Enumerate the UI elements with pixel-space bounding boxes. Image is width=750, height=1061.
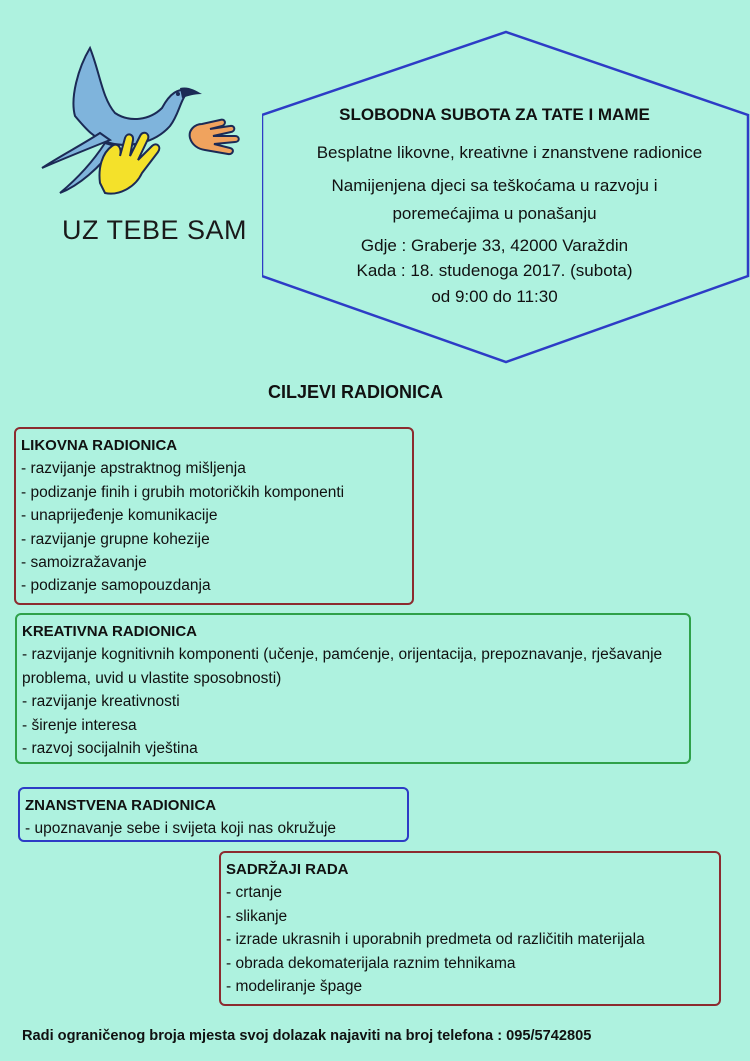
kreativna-item: - širenje interesa <box>22 716 137 734</box>
event-date: Kada : 18. studenoga 2017. (subota) <box>356 261 633 280</box>
likovna-item: - unaprijeđenje komunikacije <box>21 507 218 525</box>
kreativna-title: KREATIVNA RADIONICA <box>22 623 197 640</box>
znanstvena-item: - upoznavanje sebe i svijeta koji nas okružuje <box>25 820 337 838</box>
sadrzaji-item: - izrade ukrasnih i uporabnih predmeta od različitih materijala <box>226 931 645 949</box>
likovna-item: - podizanje samopouzdanja <box>21 577 211 595</box>
event-audience-line2: poremećajima u ponašanju <box>392 204 597 223</box>
logo-text: UZ TEBE SAM <box>62 215 248 245</box>
event-audience-line1: Namijenjena djeci sa teškoćama u razvoju i <box>331 176 658 195</box>
event-title: SLOBODNA SUBOTA ZA TATE I MAME <box>339 105 650 124</box>
sadrzaji-item: - crtanje <box>226 884 282 902</box>
kreativna-item: - razvoj socijalnih vještina <box>22 740 198 758</box>
event-subtitle: Besplatne likovne, kreativne i znanstvene radionice <box>316 143 703 162</box>
znanstvena-title: ZNANSTVENA RADIONICA <box>25 797 217 814</box>
goals-heading: CILJEVI RADIONICA <box>268 382 444 402</box>
sadrzaji-title: SADRŽAJI RADA <box>226 861 349 878</box>
likovna-item: - samoizražavanje <box>21 554 147 572</box>
likovna-item: - razvijanje grupne kohezije <box>21 530 210 548</box>
event-hexagon-frame <box>262 30 750 364</box>
kreativna-item: - razvijanje kreativnosti <box>22 693 180 711</box>
sadrzaji-item: - obrada dekomaterijala raznim tehnikama <box>226 954 516 972</box>
likovna-radionica-box <box>14 427 414 605</box>
sadrzaji-item: - slikanje <box>226 907 288 925</box>
event-location: Gdje : Graberje 33, 42000 Varaždin <box>360 236 629 255</box>
dove-with-hands-logo-icon <box>30 28 250 218</box>
sadrzaji-rada-box <box>219 851 721 1006</box>
kreativna-item: - razvijanje kognitivnih komponenti (učenje, pamćenje, orijentacija, prepoznavanje, rješavanje problema, uvid u vlastite sposobnosti) <box>22 646 663 687</box>
znanstvena-radionica-box <box>18 787 409 842</box>
event-time: od 9:00 do 11:30 <box>431 287 558 306</box>
likovna-title: LIKOVNA RADIONICA <box>21 437 178 454</box>
likovna-item: - razvijanje apstraktnog mišljenja <box>21 460 246 478</box>
sadrzaji-item: - modeliranje špage <box>226 978 363 996</box>
kreativna-radionica-box <box>15 613 691 764</box>
likovna-item: - podizanje finih i grubih motoričkih komponenti <box>21 483 345 501</box>
footer-contact-note: Radi ograničenog broja mjesta svoj dolazak najaviti na broj telefona : 095/5742805 <box>22 1028 592 1044</box>
